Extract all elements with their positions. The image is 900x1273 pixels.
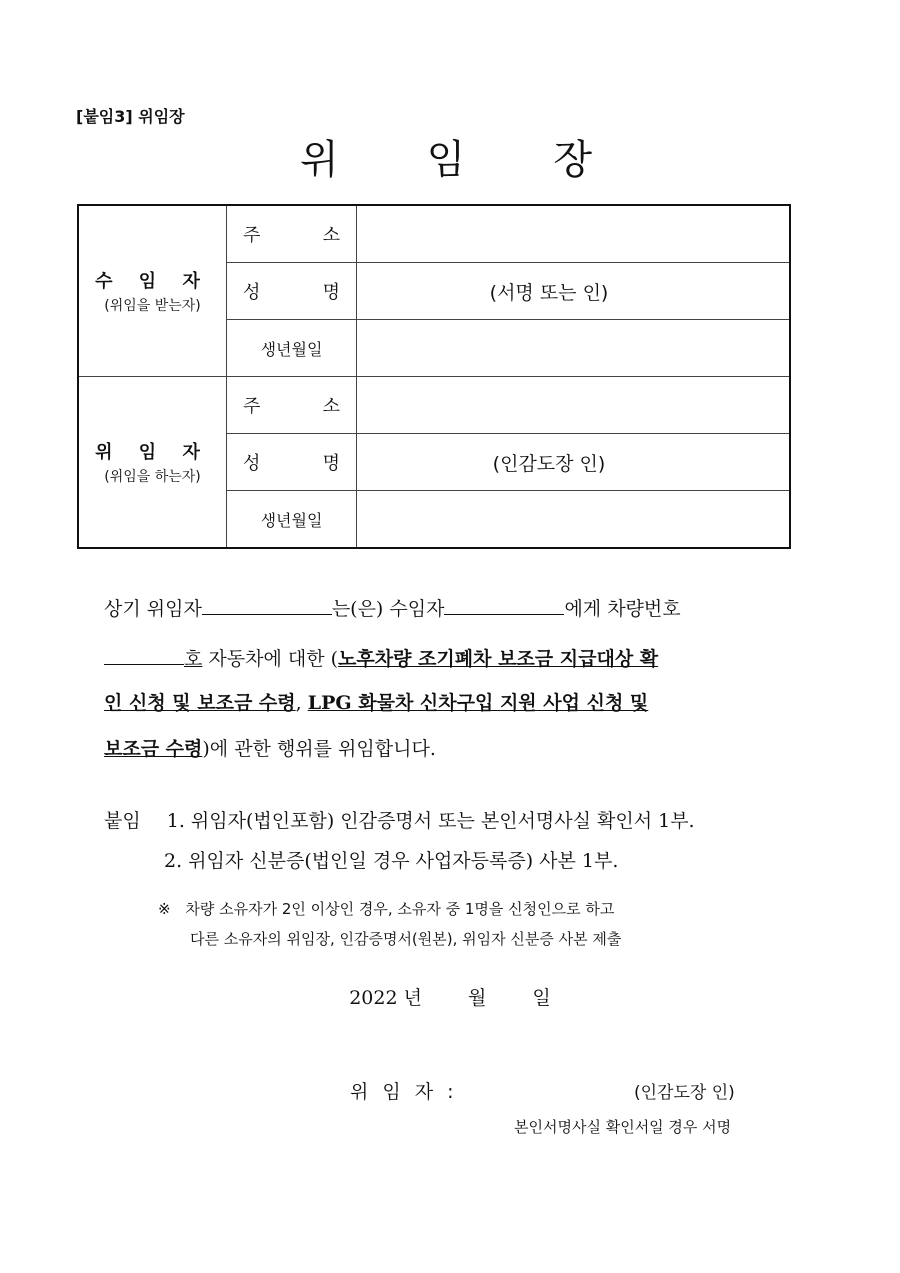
attachment-item-1: 1. 위임자(법인포함) 인감증명서 또는 본인서명사실 확인서 1부.	[166, 810, 695, 832]
agent-name-label: 성 명	[227, 263, 357, 320]
principal-role: 위 임 자	[95, 442, 210, 463]
title-char-2: 임	[426, 137, 474, 183]
date-year: 2022	[349, 987, 398, 1009]
signature-seal[interactable]: (인감도장 인)	[634, 1083, 735, 1103]
principal-address-field[interactable]	[357, 377, 791, 434]
attachment-label: [붙임3] 위임장	[76, 107, 185, 126]
note-line-1: ※ 차량 소유자가 2인 이상인 경우, 소유자 중 1명을 신청인으로 하고	[158, 900, 615, 918]
signature-label: 위 임 자 :	[350, 1081, 458, 1103]
signature-caption: 본인서명사실 확인서일 경우 서명	[514, 1118, 732, 1136]
agent-name-blank[interactable]	[444, 596, 564, 615]
attachments-label: 붙임	[104, 810, 141, 832]
agent-sign-hint: (서명 또는 인)	[489, 281, 609, 304]
attachment-item-2: 2. 위임자 신분증(법인일 경우 사업자등록증) 사본 1부.	[164, 850, 619, 872]
attachments-line-1	[104, 806, 695, 833]
agent-birth-label: 생년월일	[227, 320, 357, 377]
principal-role-desc: (위임을 하는자)	[104, 469, 201, 485]
principal-seal-hint: (인감도장 인)	[492, 452, 606, 475]
body-line-2: 호 자동차에 대한 (노후차량 조기폐차 보조금 지급대상 확	[104, 646, 658, 670]
agent-name-field[interactable]	[357, 263, 791, 320]
body-line-3: 인 신청 및 보조금 수령, LPG 화물차 신차구입 지원 사업 신청 및	[104, 692, 649, 714]
body-line-4: 보조금 수령)에 관한 행위를 위임합니다.	[104, 738, 436, 760]
document-title	[0, 128, 900, 185]
title-char-3: 장	[553, 137, 600, 183]
note-line-2: 다른 소유자의 위임장, 인감증명서(원본), 위임자 신분증 사본 제출	[190, 930, 622, 948]
principal-birth-field[interactable]	[357, 491, 791, 549]
reference-mark-icon: ※	[158, 900, 171, 918]
agent-role-desc: (위임을 받는자)	[104, 298, 201, 314]
agent-birth-field[interactable]	[357, 320, 791, 377]
principal-name-blank[interactable]	[202, 596, 332, 615]
agent-group	[78, 205, 227, 377]
principal-name-field[interactable]	[357, 434, 791, 491]
date-line: 2022 년 월 일	[349, 987, 551, 1009]
principal-group	[78, 377, 227, 549]
agent-address-field[interactable]	[357, 205, 791, 263]
vehicle-number-blank[interactable]	[104, 646, 184, 665]
body-line-1: 상기 위임자 는(은) 수임자 에게 차량번호	[104, 598, 681, 620]
agent-role: 수 임 자	[95, 271, 210, 292]
principal-birth-label: 생년월일	[227, 491, 357, 549]
principal-address-label: 주 소	[227, 377, 357, 434]
agent-address-label: 주 소	[227, 205, 357, 263]
delegation-form-table	[77, 204, 791, 549]
principal-name-label: 성 명	[227, 434, 357, 491]
title-char-1: 위	[300, 137, 347, 183]
